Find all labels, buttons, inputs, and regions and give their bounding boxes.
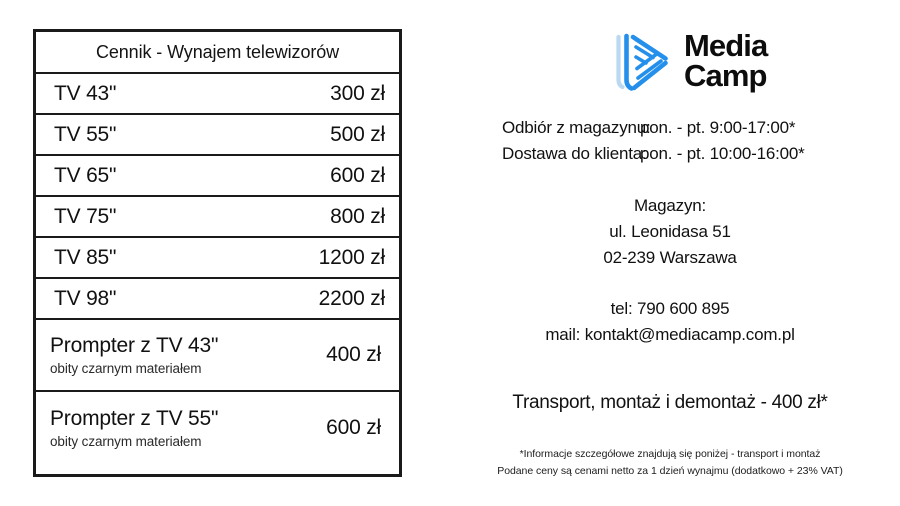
footnotes — [440, 447, 900, 479]
item-name: TV 55" — [54, 122, 117, 146]
contact-block — [440, 298, 900, 346]
table-row — [36, 156, 399, 197]
hours-row — [440, 144, 900, 164]
item-price: 300 zł — [330, 81, 385, 105]
table-row — [36, 197, 399, 238]
address-street: ul. Leonidasa 51 — [609, 222, 731, 242]
footnote-line: *Informacje szczegółowe znajdują się poniżej - transport i montaż — [519, 448, 821, 460]
item-price: 600 zł — [330, 163, 385, 187]
table-row — [36, 238, 399, 279]
item-name: TV 85" — [54, 245, 117, 269]
address-block — [440, 195, 900, 269]
item-price: 2200 zł — [318, 286, 385, 310]
table-row — [36, 115, 399, 156]
item-subtitle: obity czarnym materiałem — [50, 433, 202, 449]
brand-name-line-2: Camp — [684, 58, 767, 93]
hours-value: pon. - pt. 10:00-16:00* — [640, 144, 805, 163]
item-subtitle: obity czarnym materiałem — [50, 360, 202, 376]
address-title: Magazyn: — [633, 196, 707, 215]
table-row — [36, 320, 399, 392]
table-header-row — [36, 32, 399, 74]
item-name: TV 98" — [54, 286, 117, 310]
transport-price-note: Transport, montaż i demontaż - 400 zł* — [512, 392, 828, 413]
hours-label: Odbiór z magazynu: — [502, 118, 651, 137]
brand-wordmark — [684, 27, 768, 93]
hours-row — [440, 118, 900, 138]
item-price: 800 zł — [330, 204, 385, 228]
hours-value: pon. - pt. 9:00-17:00* — [640, 118, 796, 137]
hours-block — [440, 118, 900, 164]
item-name: TV 43" — [54, 81, 117, 105]
footnote-line: Podane ceny są cenami netto za 1 dzień wynajmu (dodatkowo + 23% VAT) — [497, 465, 843, 478]
prompter-info — [50, 334, 326, 376]
item-price: 500 zł — [330, 122, 385, 146]
item-name: Prompter z TV 55" — [50, 406, 219, 430]
item-price: 400 zł — [326, 343, 381, 366]
address-city: 02-239 Warszawa — [603, 248, 737, 268]
company-info-panel — [440, 0, 900, 506]
hours-label: Dostawa do klienta: — [502, 144, 647, 163]
item-price: 600 zł — [326, 416, 381, 439]
table-row — [36, 392, 399, 464]
item-price: 1200 zł — [318, 245, 385, 269]
item-name: TV 65" — [54, 163, 117, 187]
pricing-table — [33, 29, 402, 477]
table-row — [36, 279, 399, 320]
item-name: TV 75" — [54, 204, 117, 228]
prompter-info — [50, 407, 326, 449]
media-camp-play-mark-icon — [612, 30, 670, 92]
table-row — [36, 74, 399, 115]
brand-lockup — [612, 27, 768, 93]
phone-number[interactable]: tel: 790 600 895 — [610, 299, 730, 318]
brand-name-line-1: Media — [684, 27, 768, 63]
table-title: Cennik - Wynajem telewizorów — [95, 41, 340, 62]
item-name: Prompter z TV 43" — [50, 333, 219, 357]
email-address[interactable]: mail: kontakt@mediacamp.com.pl — [545, 325, 795, 345]
